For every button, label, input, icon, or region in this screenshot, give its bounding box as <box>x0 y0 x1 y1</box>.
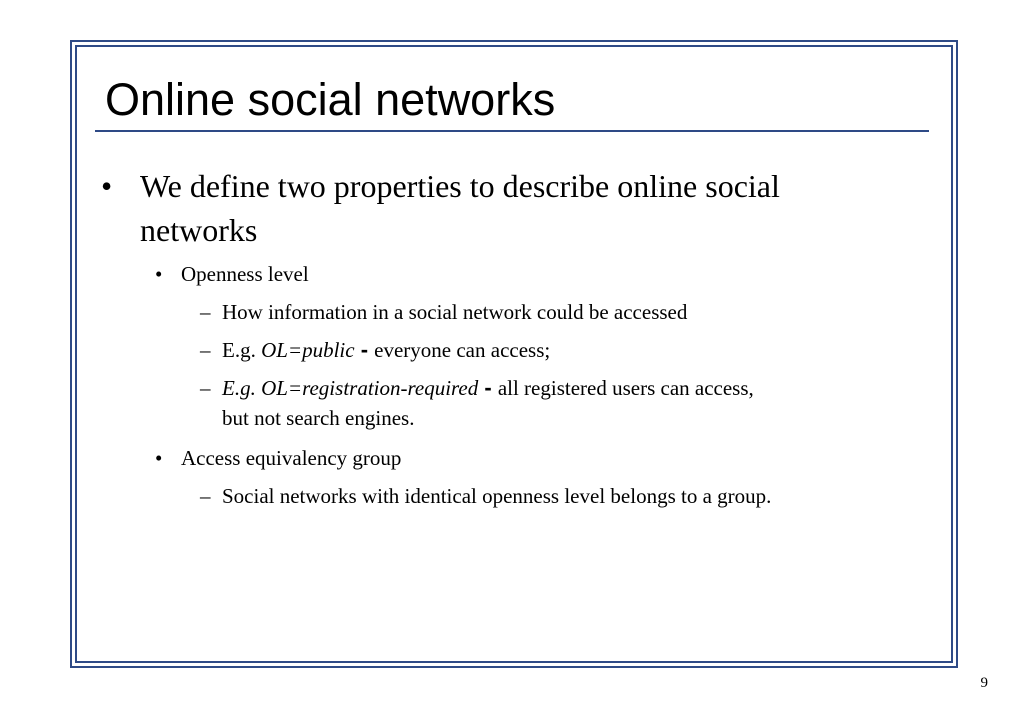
eg2-italic: E.g. OL=registration-required <box>222 376 479 400</box>
eg1-prefix: E.g. <box>222 338 262 362</box>
bullet-marker: • <box>101 168 113 204</box>
eg2-separator: - <box>478 375 498 400</box>
bullet-main-line1: We define two properties to describe online social <box>140 168 780 204</box>
bullet-marker: • <box>155 446 163 470</box>
bullet-main-line2: networks <box>140 212 258 248</box>
dash-item-identical-openness: Social networks with identical openness level belongs to a group. <box>222 484 772 508</box>
title-underline <box>95 130 929 132</box>
dash-marker: – <box>200 300 211 324</box>
dash-marker: – <box>200 376 211 400</box>
dash-item-eg-registration-line2: but not search engines. <box>222 406 415 430</box>
sub-bullet-access-group: Access equivalency group <box>181 446 402 470</box>
bullet-marker: • <box>155 262 163 286</box>
eg1-italic: OL=public <box>261 338 355 362</box>
slide-title: Online social networks <box>105 74 556 125</box>
dash-marker: – <box>200 484 211 508</box>
dash-item-eg-registration <box>222 375 754 401</box>
eg1-rest: everyone can access; <box>374 338 551 362</box>
page-number: 9 <box>980 675 988 691</box>
eg2-rest: all registered users can access, <box>497 376 754 400</box>
sub-bullet-openness-level: Openness level <box>181 262 309 286</box>
dash-marker: – <box>200 338 211 362</box>
dash-item-how-info: How information in a social network could be accessed <box>222 300 688 324</box>
dash-item-eg-public <box>222 337 550 363</box>
eg1-separator: - <box>354 337 375 362</box>
